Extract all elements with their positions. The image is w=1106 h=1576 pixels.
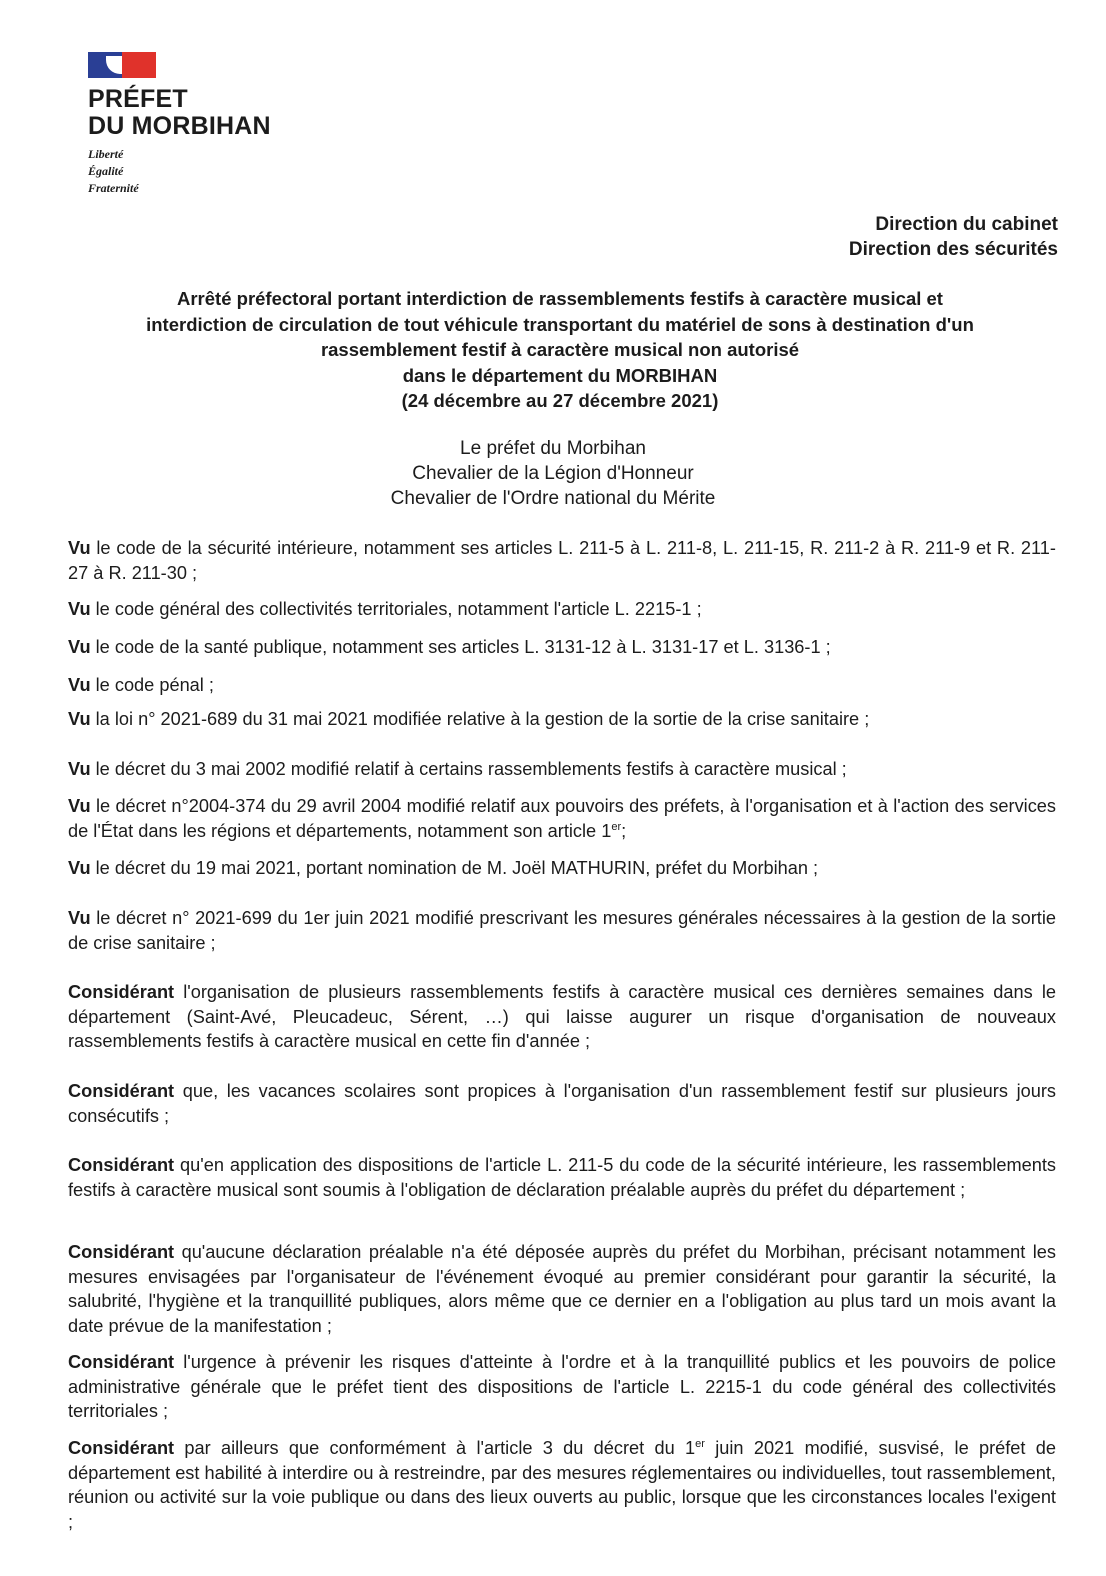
decree-title (60, 286, 1060, 414)
french-flag-icon (88, 52, 156, 78)
title-dates: (24 décembre au 27 décembre 2021) (401, 390, 719, 411)
considerant-text: juin 2021 modifié, susvisé, le préfet de département est habilité à interdire ou à restreindre, par des mesures réglementaires ou individuelles, tout rassemblement, réunion ou activité sur la voie publique ou dans des lieux ouverts au public, lorsque que les circonstances locales l'exigent ; (68, 1438, 1056, 1532)
signatory-honour: Chevalier de la Légion d'Honneur (412, 463, 694, 484)
considerant-keyword: Considérant (68, 1352, 175, 1372)
considerant-keyword: Considérant (68, 1242, 175, 1262)
considerant-paragraph (68, 1436, 1056, 1534)
visa-paragraph (68, 906, 1056, 955)
considerant-keyword: Considérant (68, 1081, 175, 1101)
visa-text: le code de la santé publique, notamment ses articles L. 3131-12 à L. 3131-17 et L. 3136-1 ; (95, 637, 831, 657)
visa-text: le décret n° 2021-699 du 1er juin 2021 modifié prescrivant les mesures générales nécessaires à la gestion de la sortie de crise sanitaire ; (68, 908, 1056, 953)
title-line: rassemblement festif à caractère musical non autorisé (320, 339, 800, 360)
title-line: Arrêté préfectoral portant interdiction de rassemblements festifs à caractère musical et (177, 288, 943, 309)
visa-paragraph (68, 673, 1056, 698)
signatory-title: Le préfet du Morbihan (460, 438, 646, 459)
considerant-text: qu'aucune déclaration préalable n'a été déposée auprès du préfet du Morbihan, précisant notamment les mesures envisagées par l'organisateur de l'événement évoqué au premier considérant pour garantir la sécurité, la salubrité, l'hygiène et la tranquillité publiques, alors même que ce dernier en a l'obligation au plus tard un mois avant la date prévue de la manifestation ; (68, 1242, 1056, 1336)
vu-keyword: Vu (68, 709, 91, 729)
prefecture-logo (88, 52, 271, 197)
vu-keyword: Vu (68, 759, 91, 779)
considerant-keyword: Considérant (68, 1438, 175, 1458)
visa-text: le code de la sécurité intérieure, notamment ses articles L. 211-5 à L. 211-8, L. 211-15, R. 211-2 à R. 211-9 et R. 211-27 à R. 211-30 ; (68, 538, 1056, 583)
superscript: er (611, 820, 622, 833)
title-line: dans le département du MORBIHAN (402, 364, 718, 386)
vu-keyword: Vu (68, 637, 91, 657)
visa-text: la loi n° 2021-689 du 31 mai 2021 modifiée relative à la gestion de la sortie de la crise sanitaire ; (95, 709, 870, 729)
prefecture-name-line1: PRÉFET (88, 85, 188, 113)
direction-securites: Direction des sécurités (848, 239, 1058, 260)
visa-paragraph (68, 707, 1056, 732)
considerant-text: l'urgence à prévenir les risques d'atteinte à l'ordre et à la tranquillité publics et les pouvoirs de police administrative générale que le préfet tient des dispositions de l'article L. 2215-1 du code général des collectivités territoriales ; (68, 1352, 1056, 1422)
visa-text: le décret n°2004-374 du 29 avril 2004 modifié relatif aux pouvoirs des préfets, à l'organisation et à l'action des services de l'État dans les régions et départements, notamment son article 1 (68, 796, 1057, 841)
visa-text: le code pénal ; (95, 675, 214, 695)
considerant-text: l'organisation de plusieurs rassemblements festifs à caractère musical ces dernières semaines dans le département (Saint-Avé, Pleucadeuc, Sérent, …) qui laisse augurer un risque d'organisation de nouveaux rassemblements festifs à caractère musical en cette fin d'année ; (68, 982, 1056, 1052)
considerant-text: que, les vacances scolaires sont propices à l'organisation d'un rassemblement festif sur plusieurs jours consécutifs ; (68, 1081, 1056, 1126)
visa-paragraph (68, 635, 1056, 660)
direction-cabinet: Direction du cabinet (875, 214, 1058, 235)
visa-paragraph (68, 757, 1056, 782)
republic-motto (88, 146, 271, 197)
vu-keyword: Vu (68, 796, 91, 816)
considerant-keyword: Considérant (68, 1155, 175, 1175)
signatory-block (0, 436, 1106, 511)
vu-keyword: Vu (68, 599, 91, 619)
motto-fraternite: Fraternité (88, 181, 139, 195)
visa-paragraph (68, 856, 1056, 881)
considerant-paragraph (68, 1079, 1056, 1128)
visa-paragraph (68, 536, 1056, 585)
considerant-text: par ailleurs que conformément à l'article 3 du décret du 1 (184, 1438, 696, 1458)
issuing-directorate (849, 212, 1058, 262)
visa-text: le décret du 3 mai 2002 modifié relatif à certains rassemblements festifs à caractère musical ; (95, 759, 847, 779)
visa-text: le code général des collectivités territoriales, notamment l'article L. 2215-1 ; (95, 599, 702, 619)
considerant-paragraph (68, 980, 1056, 1054)
considerant-paragraph (68, 1350, 1056, 1424)
considerant-keyword: Considérant (68, 982, 175, 1002)
motto-liberte: Liberté (88, 147, 124, 161)
signatory-honour: Chevalier de l'Ordre national du Mérite (390, 488, 716, 509)
prefecture-name (88, 86, 271, 140)
considerant-paragraph (68, 1240, 1056, 1338)
visa-text-end: ; (621, 820, 627, 841)
vu-keyword: Vu (68, 908, 91, 928)
vu-keyword: Vu (68, 538, 91, 558)
visa-text: le décret du 19 mai 2021, portant nomination de M. Joël MATHURIN, préfet du Morbihan ; (95, 858, 819, 878)
title-line: interdiction de circulation de tout véhicule transportant du matériel de sons à destination d'un (146, 313, 974, 335)
superscript: er (695, 1437, 705, 1450)
considerant-paragraph (68, 1153, 1056, 1202)
visa-paragraph (68, 794, 1056, 843)
considerant-text: qu'en application des dispositions de l'article L. 211-5 du code de la sécurité intérieure, les rassemblements festifs à caractère musical sont soumis à l'obligation de déclaration préalable auprès du préfet du département ; (68, 1155, 1057, 1200)
vu-keyword: Vu (68, 675, 91, 695)
vu-keyword: Vu (68, 858, 91, 878)
visa-paragraph (68, 597, 1056, 622)
motto-egalite: Égalité (88, 164, 124, 178)
prefecture-name-line2: DU MORBIHAN (88, 112, 271, 140)
